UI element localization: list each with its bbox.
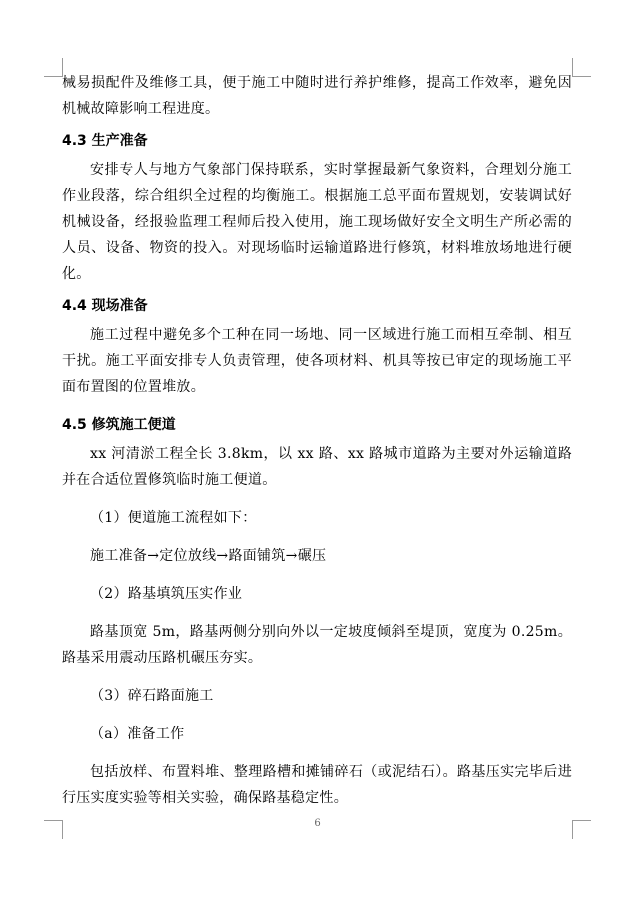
paragraph-preparation-title: （a）准备工作 xyxy=(90,726,185,742)
paragraph-subgrade-detail: 路基顶宽 5m，路基两侧分别向外以一定坡度倾斜至堤顶，宽度为 0.25m。路基采用震动压路机碾压夯实。 xyxy=(62,624,572,666)
paragraph-continued: 械易损配件及维修工具，便于施工中随时进行养护维修，提高工作效率，避免因机械故障影响工程进度。 xyxy=(62,75,572,117)
heading-4-3: 4.3 生产准备 xyxy=(62,133,148,149)
paragraph-production-prep: 安排专人与地方气象部门保持联系，实时掌握最新气象资料，合理划分施工作业段落，综合组织全过程的均衡施工。根据施工总平面布置规划，安装调试好机械设备，经报验监理工程师后投入使用，施工现场做好安全文明生产所必需的人员、设备、物资的投入。对现场临时运输道路进行修筑，材料堆放场地进行硬化。 xyxy=(62,162,572,282)
heading-4-4: 4.4 现场准备 xyxy=(62,298,148,314)
paragraph-road-process-title: （1）便道施工流程如下： xyxy=(90,510,257,526)
page-corner-mark-top-left xyxy=(44,58,63,77)
paragraph-site-prep: 施工过程中避免多个工种在同一场地、同一区域进行施工而相互牵制、相互干扰。施工平面安排专人负责管理，使各项材料、机具等按已审定的现场施工平面布置图的位置堆放。 xyxy=(62,327,572,395)
page-corner-mark-top-right xyxy=(572,58,591,77)
paragraph-preparation-detail: 包括放样、布置料堆、整理路槽和摊铺碎石（或泥结石）。路基压实完毕后进行压实度实验等相关实验，确保路基稳定性。 xyxy=(62,764,572,806)
paragraph-subgrade-title: （2）路基填筑压实作业 xyxy=(90,586,243,602)
paragraph-access-road: xx 河清淤工程全长 3.8km，以 xx 路、xx 路城市道路为主要对外运输道路并在合适位置修筑临时施工便道。 xyxy=(62,446,572,488)
paragraph-gravel-title: （3）碎石路面施工 xyxy=(90,688,214,704)
paragraph-road-process-flow: 施工准备→定位放线→路面铺筑→碾压 xyxy=(90,548,327,564)
heading-4-5: 4.5 修筑施工便道 xyxy=(62,417,176,433)
page-number: 6 xyxy=(314,818,321,829)
document-body xyxy=(62,70,572,811)
